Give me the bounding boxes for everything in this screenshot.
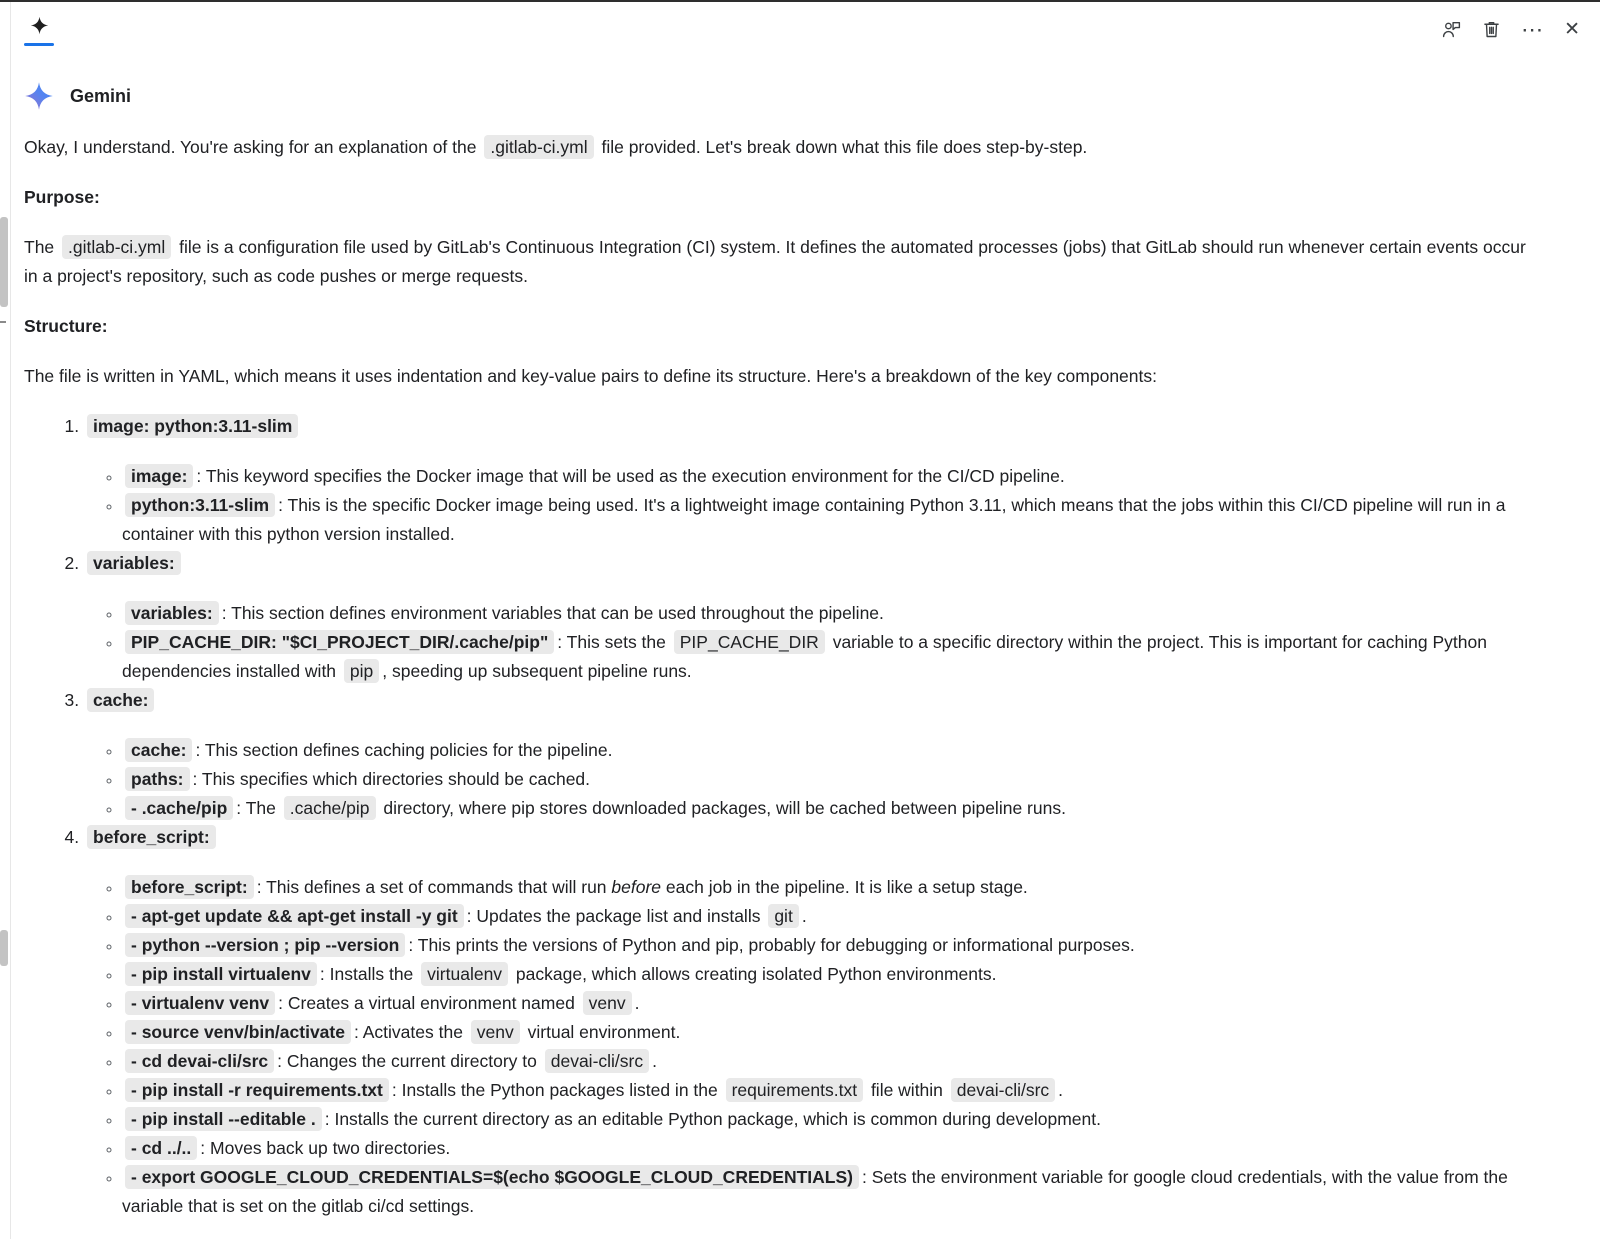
code-chip: - pip install virtualenv	[125, 962, 317, 986]
text-run: each job in the pipeline. It is like a setup stage.	[661, 877, 1028, 897]
code-chip: image: python:3.11-slim	[87, 414, 298, 438]
trash-icon[interactable]	[1481, 19, 1502, 40]
sub-item	[122, 736, 1538, 765]
sub-item	[122, 794, 1538, 823]
code-chip: - .cache/pip	[125, 796, 233, 820]
code-chip: requirements.txt	[726, 1078, 863, 1102]
structure-intro: The file is written in YAML, which means it uses indentation and key-value pairs to define its structure. Here's a breakdown of the key components:	[24, 366, 1157, 386]
code-chip: - pip install --editable .	[125, 1107, 322, 1131]
sub-item	[122, 599, 1538, 628]
code-chip: PIP_CACHE_DIR: "$CI_PROJECT_DIR/.cache/pip"	[125, 630, 554, 654]
structure-item	[84, 686, 1538, 823]
text-run: .	[1058, 1080, 1064, 1100]
code-chip: virtualenv	[421, 962, 508, 986]
text-run: .	[634, 993, 640, 1013]
sub-item	[122, 1018, 1538, 1047]
purpose-paragraph	[24, 233, 1538, 291]
text-run: file provided. Let's break down what this file does step-by-step.	[596, 137, 1088, 157]
text-run: virtual environment.	[522, 1022, 681, 1042]
code-chip: - apt-get update && apt-get install -y git	[125, 904, 464, 928]
sub-item	[122, 960, 1538, 989]
sub-item	[122, 1163, 1538, 1221]
structure-heading: Structure:	[24, 316, 108, 336]
more-options-icon[interactable]: ⋯	[1521, 16, 1546, 42]
code-chip: image:	[125, 464, 193, 488]
code-chip: - python --version ; pip --version	[125, 933, 405, 957]
text-run: : Installs the current directory as an editable Python package, which is common during development.	[324, 1109, 1101, 1129]
structure-list	[24, 412, 1538, 1221]
code-chip: before_script:	[125, 875, 254, 899]
sub-item	[122, 628, 1538, 686]
text-run: file is a configuration file used by GitLab's Continuous Integration (CI) system. It defines the automated processes (jobs) that GitLab should run whenever certain events occur in a project's repository, such as code pushes or merge requests.	[24, 237, 1526, 286]
text-run: : This defines a set of commands that will run	[256, 877, 612, 897]
text-run: The	[24, 237, 60, 257]
text-run: package, which allows creating isolated Python environments.	[511, 964, 997, 984]
text-run: : Installs the	[319, 964, 419, 984]
code-chip: paths:	[125, 767, 190, 791]
code-chip: before_script:	[87, 825, 216, 849]
code-chip: venv	[583, 991, 632, 1015]
code-chip: venv	[471, 1020, 520, 1044]
text-run: Okay, I understand. You're asking for an explanation of the	[24, 137, 482, 157]
sub-item	[122, 491, 1538, 549]
chat-response-area	[0, 56, 1600, 1221]
sub-item	[122, 902, 1538, 931]
sub-item	[122, 989, 1538, 1018]
text-run: : Changes the current directory to	[277, 1051, 542, 1071]
sub-item	[122, 1134, 1538, 1163]
text-run: : Creates a virtual environment named	[278, 993, 580, 1013]
code-chip: cache:	[125, 738, 192, 762]
text-run: : Activates the	[353, 1022, 468, 1042]
text-run: : This is the specific Docker image being used. It's a lightweight image containing Python 3.11, which means that the jobs within this CI/CD pipeline will run in a container with this python version installed.	[122, 495, 1506, 544]
code-chip: variables:	[87, 551, 181, 575]
gemini-spark-icon	[30, 16, 49, 35]
assistant-name: Gemini	[70, 85, 132, 106]
text-run: : Installs the Python packages listed in the	[391, 1080, 723, 1100]
text-run: : This sets the	[557, 632, 671, 652]
intro-paragraph	[24, 133, 1538, 162]
code-chip: - source venv/bin/activate	[125, 1020, 351, 1044]
code-chip: cache:	[87, 688, 154, 712]
panel-header	[0, 0, 1600, 56]
feedback-icon[interactable]	[1441, 19, 1462, 40]
sub-item	[122, 462, 1538, 491]
structure-item	[84, 412, 1538, 549]
sub-item	[122, 1105, 1538, 1134]
text-run: : This prints the versions of Python and pip, probably for debugging or informational purposes.	[408, 935, 1135, 955]
sub-item	[122, 1047, 1538, 1076]
tab-gemini[interactable]	[24, 16, 54, 46]
text-run: file within	[866, 1080, 948, 1100]
code-chip: variables:	[125, 601, 219, 625]
assistant-header	[24, 80, 1538, 112]
sub-item	[122, 873, 1538, 902]
text-run: : This section defines caching policies for the pipeline.	[195, 740, 613, 760]
sub-item	[122, 931, 1538, 960]
sub-item	[122, 1076, 1538, 1105]
text-run: : The	[236, 798, 281, 818]
sub-item	[122, 765, 1538, 794]
structure-sublist	[84, 736, 1538, 823]
code-chip: - pip install -r requirements.txt	[125, 1078, 389, 1102]
structure-item	[84, 823, 1538, 1221]
code-chip: - cd devai-cli/src	[125, 1049, 274, 1073]
code-chip: - virtualenv venv	[125, 991, 275, 1015]
code-chip: devai-cli/src	[951, 1078, 1055, 1102]
structure-item	[84, 549, 1538, 686]
code-chip: .cache/pip	[284, 796, 376, 820]
text-run: : This keyword specifies the Docker image that will be used as the execution environment for the CI/CD pipeline.	[196, 466, 1065, 486]
text-run: .	[652, 1051, 657, 1071]
text-run: , speeding up subsequent pipeline runs.	[382, 661, 692, 681]
close-icon[interactable]: ✕	[1564, 18, 1580, 40]
active-tab-indicator	[24, 43, 54, 46]
code-chip: devai-cli/src	[545, 1049, 649, 1073]
text-run: variable to a specific directory within the project. This is important for caching Python dependencies installed with	[122, 632, 1487, 681]
italic-text: before	[611, 877, 662, 897]
text-run: directory, where pip stores downloaded packages, will be cached between pipeline runs.	[378, 798, 1066, 818]
structure-sublist	[84, 599, 1538, 686]
gemini-logo-icon	[24, 81, 54, 111]
text-run: : Updates the package list and installs	[466, 906, 766, 926]
text-run: : This section defines environment variables that can be used throughout the pipeline.	[221, 603, 884, 623]
structure-sublist	[84, 462, 1538, 549]
code-chip: python:3.11-slim	[125, 493, 275, 517]
code-chip: pip	[344, 659, 379, 683]
text-run: .	[801, 906, 807, 926]
header-actions	[1441, 16, 1580, 42]
code-chip: .gitlab-ci.yml	[484, 135, 593, 159]
text-run: : This specifies which directories should be cached.	[192, 769, 591, 789]
code-chip: PIP_CACHE_DIR	[674, 630, 825, 654]
text-run: : Moves back up two directories.	[200, 1138, 451, 1158]
code-chip: - cd ../..	[125, 1136, 197, 1160]
purpose-heading: Purpose:	[24, 187, 100, 207]
code-chip: - export GOOGLE_CLOUD_CREDENTIALS=$(echo $GOOGLE_CLOUD_CREDENTIALS)	[125, 1165, 859, 1189]
structure-sublist	[84, 873, 1538, 1221]
code-chip: git	[768, 904, 798, 928]
text-run: : Sets the environment variable for google cloud credentials, with the value from the variable that is set on the gitlab ci/cd settings.	[122, 1167, 1508, 1216]
code-chip: .gitlab-ci.yml	[62, 235, 171, 259]
